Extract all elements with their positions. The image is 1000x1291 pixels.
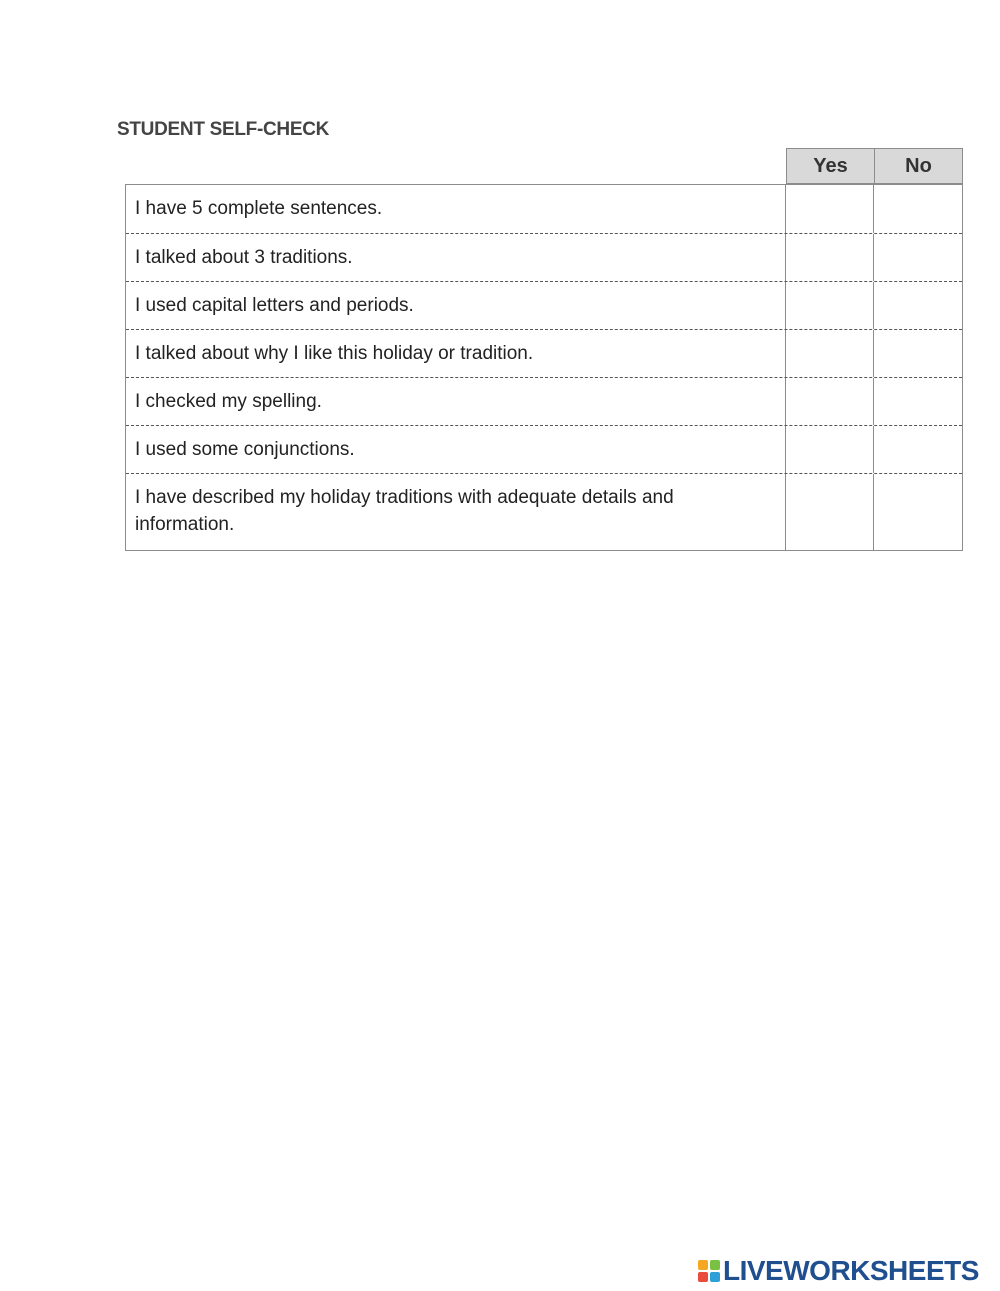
no-checkbox-cell[interactable] xyxy=(874,426,962,473)
checklist-row xyxy=(126,281,962,329)
checklist-row xyxy=(126,425,962,473)
checklist-row xyxy=(126,185,962,233)
column-headers xyxy=(786,148,963,184)
column-header-no: No xyxy=(875,148,963,184)
yes-checkbox-cell[interactable] xyxy=(786,185,874,233)
no-checkbox-cell[interactable] xyxy=(874,378,962,425)
no-checkbox-cell[interactable] xyxy=(874,282,962,329)
checklist-statement: I have 5 complete sentences. xyxy=(126,185,786,233)
yes-checkbox-cell[interactable] xyxy=(786,330,874,377)
self-check-table xyxy=(125,184,963,551)
no-checkbox-cell[interactable] xyxy=(874,234,962,281)
no-checkbox-cell[interactable] xyxy=(874,185,962,233)
yes-checkbox-cell[interactable] xyxy=(786,426,874,473)
yes-checkbox-cell[interactable] xyxy=(786,282,874,329)
checklist-row xyxy=(126,377,962,425)
yes-checkbox-cell[interactable] xyxy=(786,474,874,550)
liveworksheets-logo xyxy=(698,1256,979,1286)
logo-block xyxy=(710,1272,720,1282)
logo-block xyxy=(698,1260,708,1270)
no-checkbox-cell[interactable] xyxy=(874,474,962,550)
yes-checkbox-cell[interactable] xyxy=(786,378,874,425)
checklist-row xyxy=(126,233,962,281)
checklist-statement: I talked about 3 traditions. xyxy=(126,234,786,281)
worksheet-title: STUDENT SELF-CHECK xyxy=(117,119,330,140)
no-checkbox-cell[interactable] xyxy=(874,330,962,377)
checklist-row xyxy=(126,473,962,550)
checklist-statement: I used capital letters and periods. xyxy=(126,282,786,329)
checklist-statement: I have described my holiday traditions with adequate details and information. xyxy=(126,474,786,550)
logo-text: LIVEWORKSHEETS xyxy=(723,1255,979,1286)
checklist-statement: I checked my spelling. xyxy=(126,378,786,425)
liveworksheets-blocks-icon xyxy=(698,1260,720,1282)
logo-block xyxy=(698,1272,708,1282)
checklist-row xyxy=(126,329,962,377)
checklist-statement: I talked about why I like this holiday or tradition. xyxy=(126,330,786,377)
logo-block xyxy=(710,1260,720,1270)
yes-checkbox-cell[interactable] xyxy=(786,234,874,281)
checklist-statement: I used some conjunctions. xyxy=(126,426,786,473)
column-header-yes: Yes xyxy=(786,148,875,184)
